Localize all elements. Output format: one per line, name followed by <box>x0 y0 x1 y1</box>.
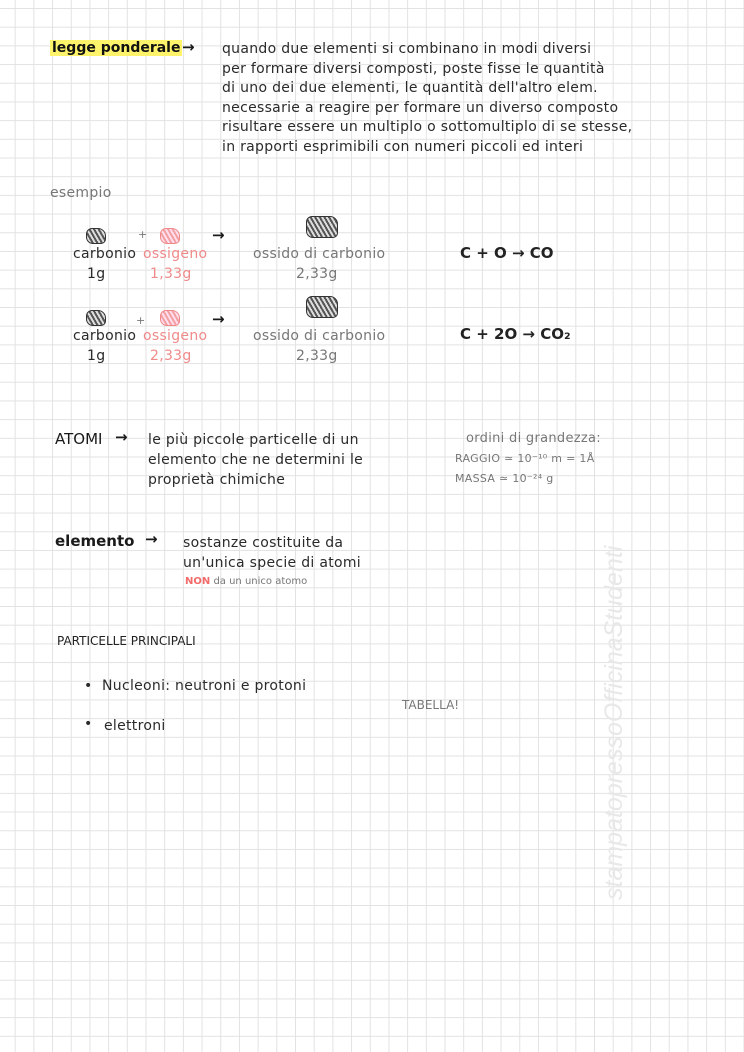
particelle-title: PARTICELLE PRINCIPALI <box>57 634 196 648</box>
oxygen-blob-icon <box>160 228 180 244</box>
watermark: stampatopressoOfficinaStudenti <box>600 545 628 900</box>
bullet-icon: • <box>84 716 93 732</box>
arrow-icon: → <box>145 530 158 548</box>
elemento-note <box>185 576 307 587</box>
tabella-note: TABELLA! <box>402 698 460 712</box>
reactant-b: ossigeno <box>143 246 208 262</box>
arrow-icon: → <box>212 226 225 244</box>
text-line: elemento che ne determini le <box>148 452 364 468</box>
reactant-a-mass: 1g <box>87 266 106 282</box>
formula: C + O → CO <box>460 244 554 262</box>
text-line: proprietà chimiche <box>148 472 286 488</box>
elemento-definition <box>183 533 361 573</box>
oxygen-blob-icon <box>160 310 180 326</box>
text-line: risultare essere un multiplo o sottomultiplo di se stesse, <box>222 119 633 135</box>
note-text: da un unico atomo <box>213 576 308 587</box>
reactant-a: carbonio <box>73 328 137 344</box>
text-line: in rapporti esprimibili con numeri piccoli ed interi <box>222 138 584 155</box>
non-label: NON <box>185 576 211 587</box>
product-mass: 2,33g <box>296 348 338 364</box>
arrow-icon: → <box>115 428 128 446</box>
carbon-blob-icon <box>86 228 106 244</box>
arrow-icon: → <box>212 310 225 328</box>
oxide-blob-icon <box>306 216 338 238</box>
text-line: per formare diversi composti, poste fisse le quantità <box>222 60 605 77</box>
atomi-title: ATOMI <box>55 430 103 448</box>
text-line: di uno dei due elementi, le quantità dell'altro elem. <box>222 80 598 96</box>
text-line: sostanze costituite da <box>183 535 344 551</box>
carbon-blob-icon <box>86 310 106 326</box>
raggio-value: RAGGIO ≃ 10⁻¹⁰ m = 1Å <box>455 452 595 465</box>
reactant-a-mass: 1g <box>87 348 106 364</box>
text-line: necessarie a reagire per formare un diverso composto <box>222 99 619 116</box>
text-line: le più piccole particelle di un <box>148 432 359 448</box>
reactant-a: carbonio <box>73 246 137 262</box>
text-line: quando due elementi si combinano in modi diversi <box>222 41 592 57</box>
product: ossido di carbonio <box>253 328 386 344</box>
reactant-b-mass: 2,33g <box>150 348 192 364</box>
arrow-icon: → <box>182 38 195 56</box>
legge-definition <box>222 40 632 157</box>
bullet-item: elettroni <box>104 718 166 734</box>
legge-title: legge ponderale <box>52 40 181 56</box>
esempio-label: esempio <box>50 185 112 201</box>
reactant-b-mass: 1,33g <box>150 266 192 282</box>
product-mass: 2,33g <box>296 266 338 282</box>
elemento-title: elemento <box>55 532 135 550</box>
plus-sign: + <box>136 314 146 327</box>
plus-sign: + <box>138 228 148 241</box>
bullet-icon: • <box>84 678 93 694</box>
formula: C + 2O → CO₂ <box>460 325 571 343</box>
oxide-blob-icon <box>306 296 338 318</box>
text-line: un'unica specie di atomi <box>183 555 361 571</box>
ordini-title: ordini di grandezza: <box>466 431 601 446</box>
product: ossido di carbonio <box>253 246 386 262</box>
massa-value: MASSA ≃ 10⁻²⁴ g <box>455 472 554 485</box>
reactant-b: ossigeno <box>143 328 208 344</box>
atomi-definition <box>148 430 363 490</box>
bullet-item: Nucleoni: neutroni e protoni <box>102 678 307 694</box>
